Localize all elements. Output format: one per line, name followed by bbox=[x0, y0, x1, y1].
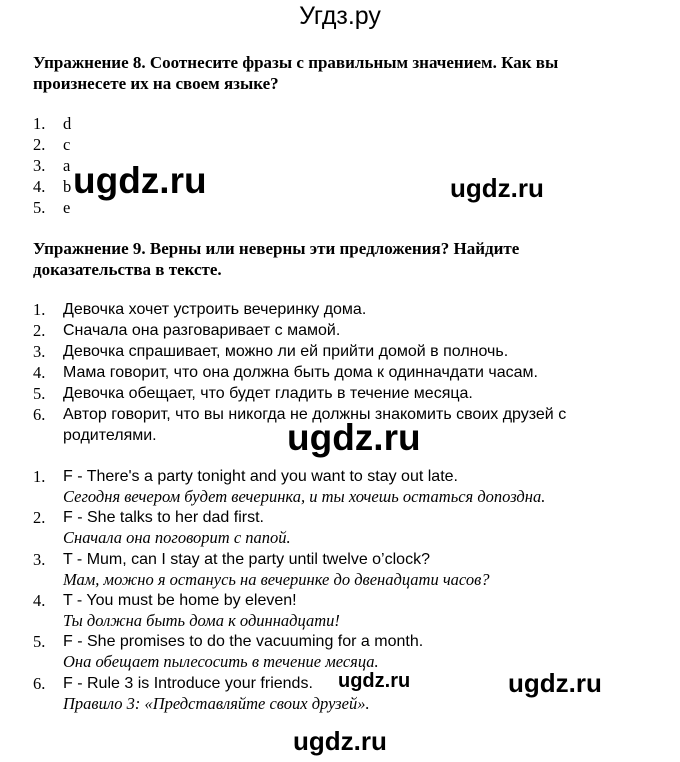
statement-text: Автор говорит, что вы никогда не должны знакомить своих друзей с bbox=[63, 406, 567, 423]
item-answer: c bbox=[63, 135, 71, 154]
statement-text: Сначала она разговаривает с мамой. bbox=[63, 322, 341, 339]
exercise-9-title: Упражнение 9. Верны или неверны эти предложения? Найдите доказательства в тексте. bbox=[33, 239, 520, 279]
statement-text: Мама говорит, что она должна быть дома к одинначдати часам. bbox=[63, 364, 538, 381]
statement-text-continued: родителями. bbox=[63, 427, 157, 444]
statement-text: Девочка хочет устроить вечеринку дома. bbox=[63, 301, 367, 318]
watermark: ugdz.ru bbox=[508, 668, 602, 698]
answer-text: T - You must be home by eleven! bbox=[63, 592, 297, 609]
statement-text: Девочка спрашивает, можно ли ей прийти домой в полночь. bbox=[63, 343, 509, 360]
statement-number: 4. bbox=[33, 363, 46, 382]
statement-number: 2. bbox=[33, 321, 46, 340]
item-answer: a bbox=[63, 156, 71, 175]
item-number: 5. bbox=[33, 198, 46, 217]
statement-number: 5. bbox=[33, 384, 46, 403]
item-answer: e bbox=[63, 198, 71, 217]
answer-text: F - There's a party tonight and you want to stay out late. bbox=[63, 468, 458, 485]
answer-number: 5. bbox=[33, 632, 46, 651]
item-answer: b bbox=[63, 177, 72, 196]
translation-text: Сегодня вечером будет вечеринка, и ты хочешь остаться допоздна. bbox=[63, 487, 546, 506]
translation-text: Правило 3: «Представляйте своих друзей». bbox=[63, 694, 370, 713]
statement-number: 3. bbox=[33, 342, 46, 361]
item-answer: d bbox=[63, 114, 72, 133]
statement-number: 1. bbox=[33, 300, 46, 319]
watermark: ugdz.ru bbox=[293, 726, 387, 756]
answer-number: 6. bbox=[33, 674, 46, 693]
answer-text: F - Rule 3 is Introduce your friends. bbox=[63, 675, 313, 692]
answer-number: 1. bbox=[33, 467, 46, 486]
statement-number: 6. bbox=[33, 405, 46, 424]
item-number: 2. bbox=[33, 135, 46, 154]
answer-number: 2. bbox=[33, 508, 46, 527]
item-number: 4. bbox=[33, 177, 46, 196]
watermark: ugdz.ru bbox=[287, 417, 421, 458]
watermark: ugdz.ru bbox=[450, 173, 544, 203]
answer-number: 4. bbox=[33, 591, 46, 610]
answer-text: T - Mum, can I stay at the party until twelve o’clock? bbox=[63, 551, 430, 568]
translation-text: Она обещает пылесосить в течение месяца. bbox=[63, 652, 379, 671]
answer-text: F - She talks to her dad first. bbox=[63, 509, 264, 526]
translation-text: Ты должна быть дома к одиннадцати! bbox=[63, 611, 340, 630]
site-title: Угдз.ру bbox=[299, 2, 381, 30]
translation-text: Сначала она поговорит с папой. bbox=[63, 528, 291, 547]
watermark: ugdz.ru bbox=[73, 160, 207, 201]
item-number: 3. bbox=[33, 156, 46, 175]
answer-text: F - She promises to do the vacuuming for a month. bbox=[63, 633, 424, 650]
statement-text: Девочка обещает, что будет гладить в течение месяца. bbox=[63, 385, 473, 402]
watermark: ugdz.ru bbox=[338, 670, 411, 692]
translation-text: Мам, можно я останусь на вечеринке до двенадцати часов? bbox=[63, 570, 490, 589]
answer-number: 3. bbox=[33, 550, 46, 569]
exercise-8-title: Упражнение 8. Соотнесите фразы с правильным значением. Как вы произнесете их на своем языке? bbox=[33, 53, 559, 93]
item-number: 1. bbox=[33, 114, 46, 133]
